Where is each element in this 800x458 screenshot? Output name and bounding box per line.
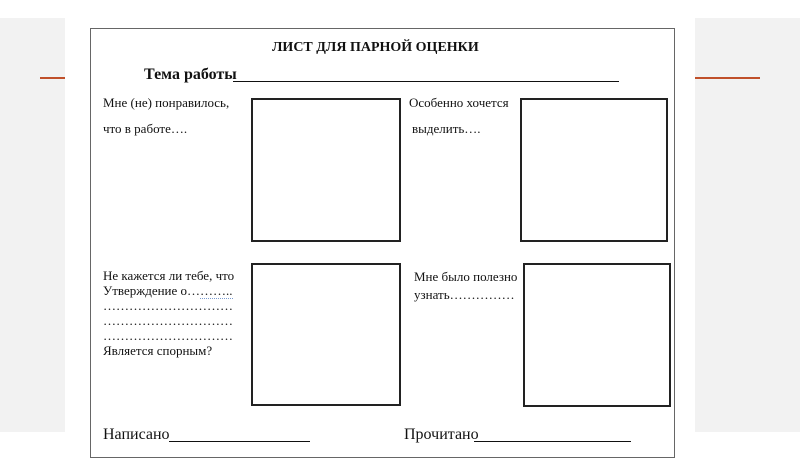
answer-box-1[interactable] [251, 98, 401, 242]
q2-line1: Особенно хочется [409, 95, 509, 110]
q1-line1: Мне (не) понравилось, [103, 95, 230, 110]
q3-line2-dots: …….. [200, 283, 233, 298]
topic-label: Тема работы [144, 66, 237, 83]
answer-box-2[interactable] [520, 98, 668, 242]
q3-line2-text: Утверждение о… [103, 283, 201, 298]
accent-line-left [40, 77, 65, 79]
answer-box-4[interactable] [523, 263, 671, 407]
q3-dots-3: ………………………… [103, 328, 233, 343]
written-label: Написано [103, 426, 170, 443]
answer-box-3[interactable] [251, 263, 401, 406]
read-field[interactable] [474, 425, 631, 442]
accent-line-right [695, 77, 760, 79]
page-title: ЛИСТ ДЛЯ ПАРНОЙ ОЦЕНКИ [272, 40, 479, 55]
q3-line2 [103, 283, 233, 298]
q2-line2: выделить…. [412, 121, 481, 136]
q3-line1: Не кажется ли тебе, что [103, 268, 235, 283]
read-label: Прочитано [404, 426, 479, 443]
q4-line1: Мне было полезно [414, 269, 518, 284]
topic-field[interactable] [233, 64, 619, 82]
written-field[interactable] [169, 425, 310, 442]
q4-line2: узнать…………… [414, 287, 515, 302]
q3-dots-2: ………………………… [103, 313, 233, 328]
q3-line6: Является спорным? [103, 343, 213, 358]
q3-dots-1: ………………………… [103, 298, 233, 313]
q1-line2: что в работе…. [103, 121, 188, 136]
